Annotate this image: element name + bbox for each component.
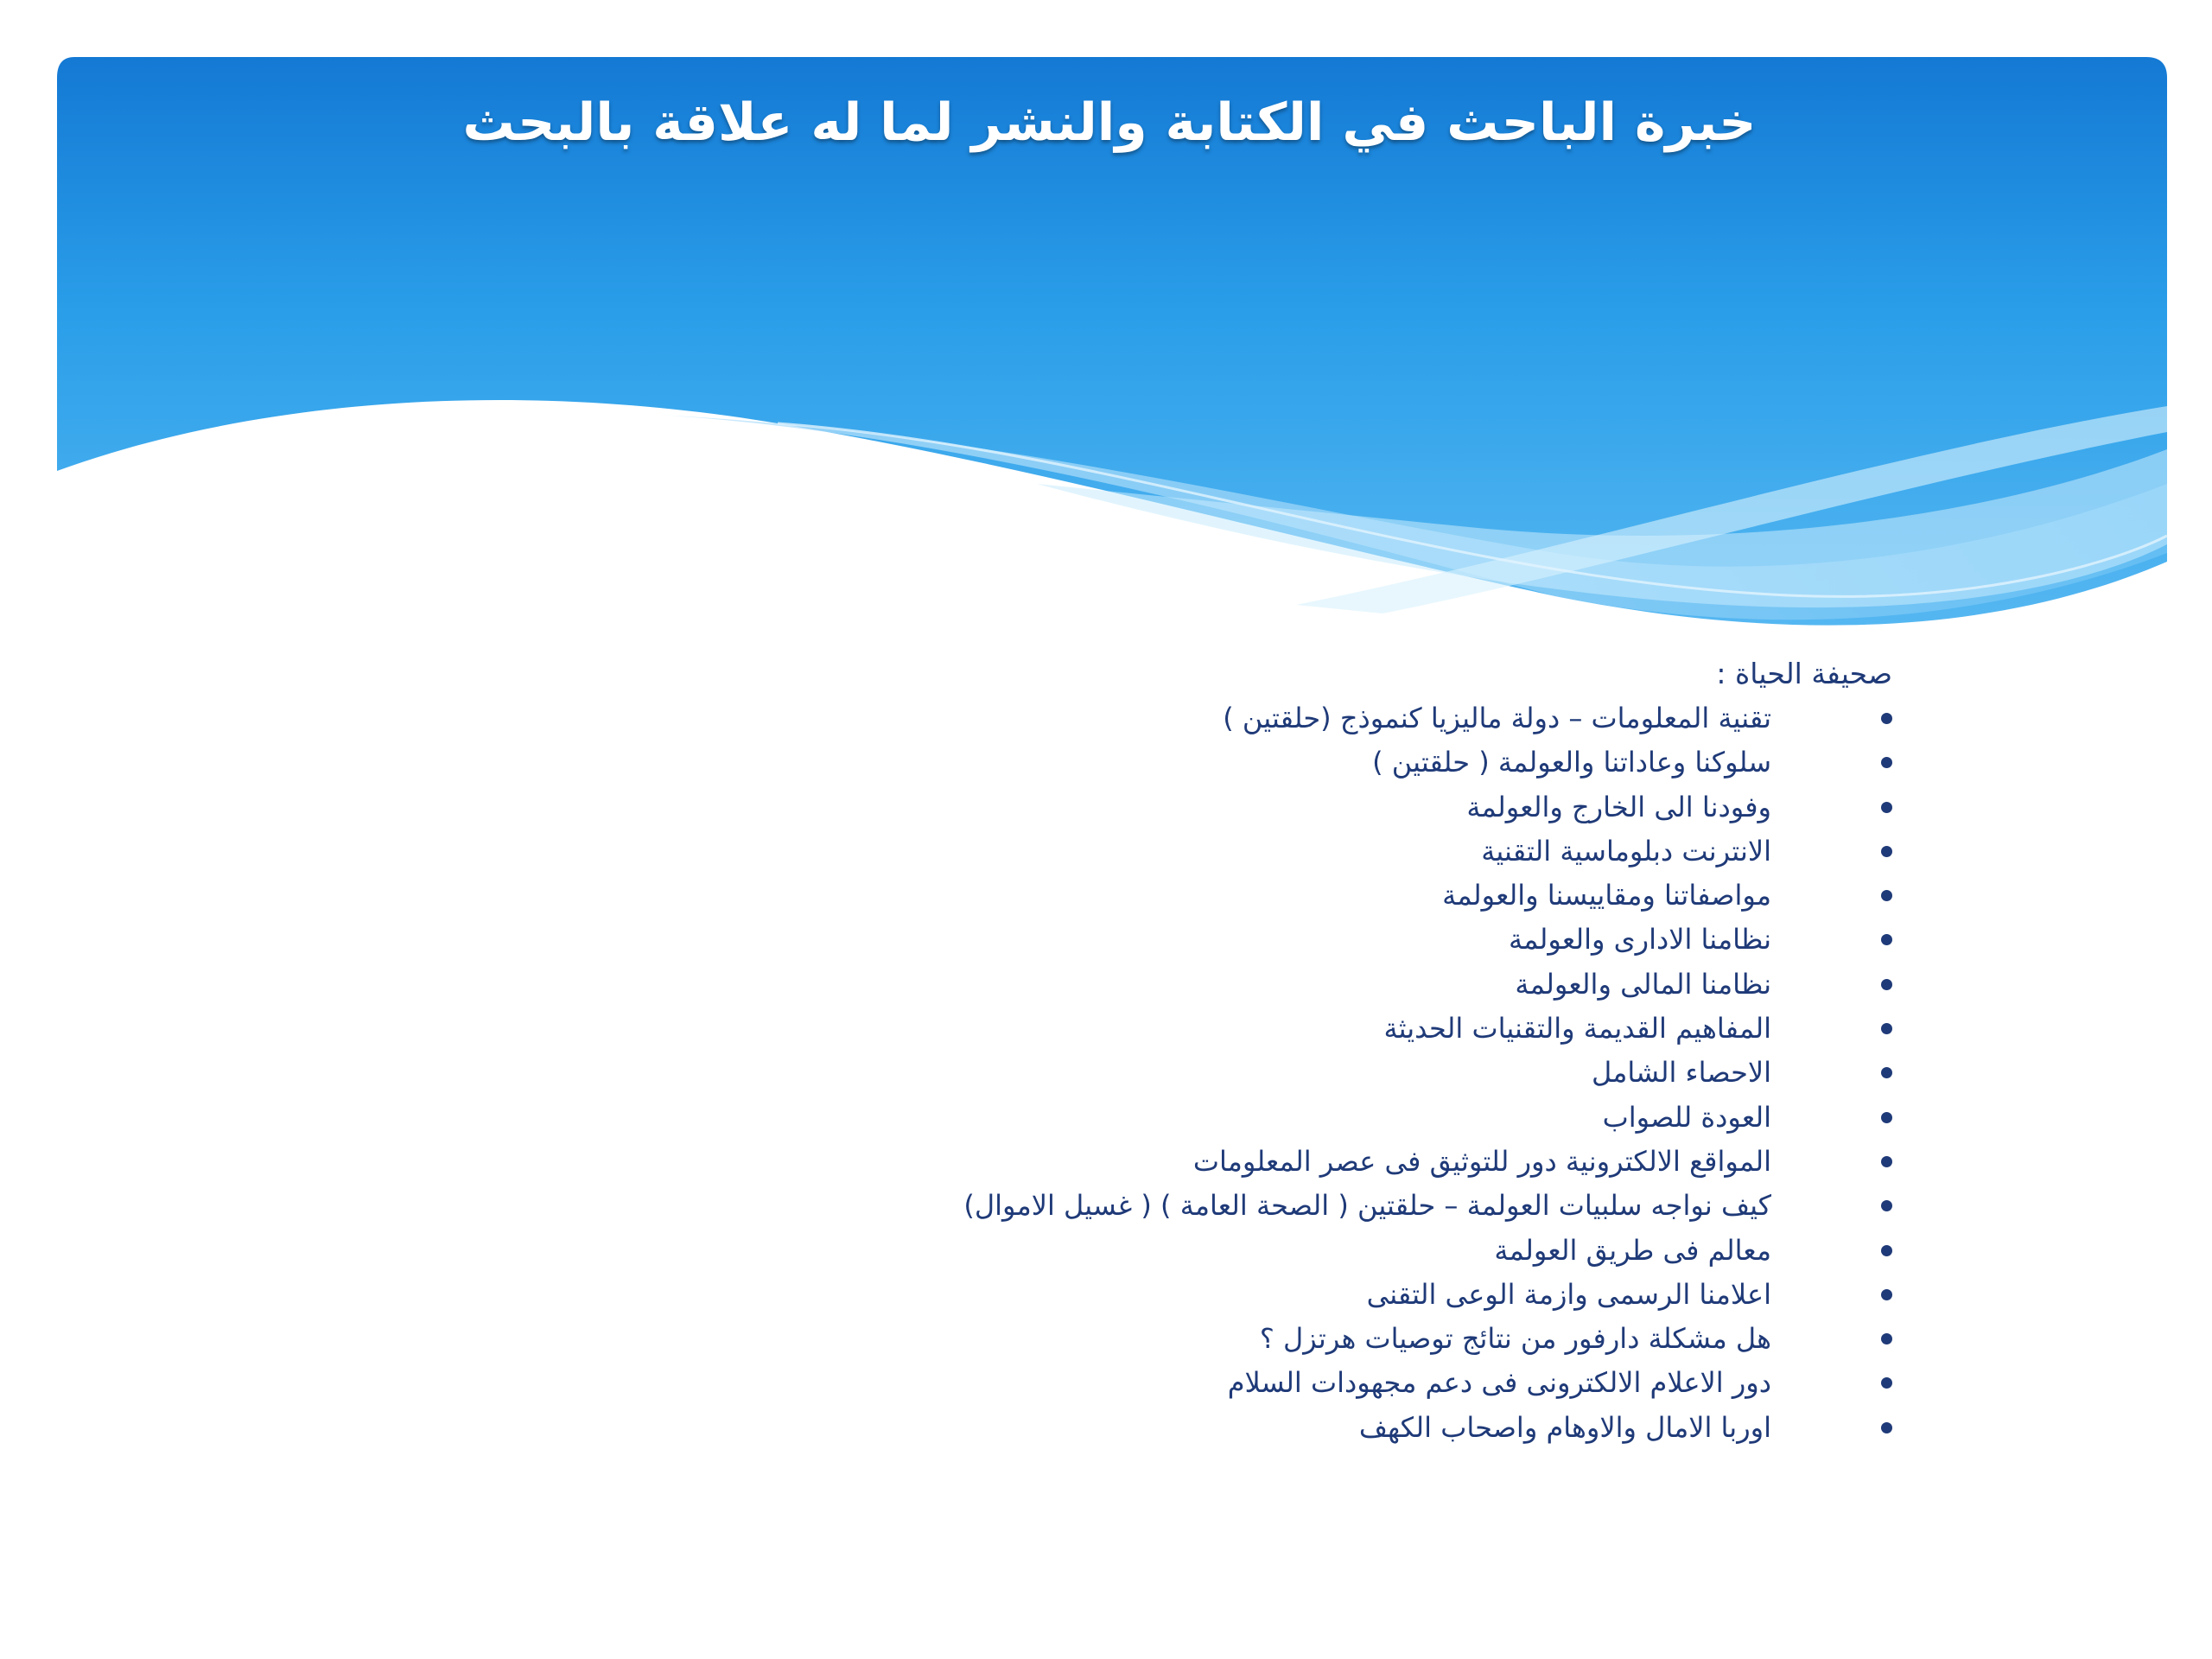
- bullet-icon: [1881, 1333, 1892, 1344]
- list-item: [423, 1406, 1892, 1450]
- list-item-text: تقنية المعلومات – دولة ماليزيا كنموذج (حلقتين ): [1223, 702, 1771, 734]
- list-item-text: وفودنا الى الخارج والعولمة: [1466, 790, 1771, 823]
- list-item: [423, 1273, 1892, 1317]
- list-item-text: سلوكنا وعاداتنا والعولمة ( حلقتين ): [1372, 746, 1771, 779]
- list-item: [423, 1140, 1892, 1184]
- bullet-icon: [1881, 1156, 1892, 1167]
- list-item: [423, 741, 1892, 785]
- list-item-text: مواصفاتنا ومقاييسنا والعولمة: [1442, 879, 1771, 912]
- list-item: [423, 1184, 1892, 1228]
- bullet-icon: [1881, 1377, 1892, 1389]
- list-item: [423, 1007, 1892, 1051]
- list-item-text: كيف نواجه سلبيات العولمة – حلقتين ( الصحة العامة ) ( غسيل الاموال): [963, 1189, 1771, 1223]
- bullet-icon: [1881, 1200, 1892, 1211]
- content-block: [423, 652, 1892, 1450]
- bullet-icon: [1881, 713, 1892, 724]
- list-item-text: اوربا الامال والاوهام واصحاب الكهف: [1358, 1410, 1771, 1444]
- list-item: [423, 963, 1892, 1007]
- list-item-text: العودة للصواب: [1602, 1100, 1771, 1134]
- bullet-icon: [1881, 802, 1892, 813]
- bullet-icon: [1881, 979, 1892, 990]
- list-item-text: معالم فى طريق العولمة: [1494, 1233, 1771, 1267]
- list-item: [423, 1051, 1892, 1095]
- list-item: [423, 1317, 1892, 1361]
- list-item-text: المواقع الالكترونية دور للتوثيق فى عصر المعلومات: [1192, 1144, 1771, 1178]
- content-heading: صحيفة الحياة :: [1716, 657, 1892, 690]
- list-item-text: نظامنا المالى والعولمة: [1515, 967, 1771, 1001]
- bullet-icon: [1881, 1422, 1892, 1433]
- bullet-icon: [1881, 934, 1892, 945]
- bullet-icon: [1881, 1289, 1892, 1300]
- bullet-icon: [1881, 846, 1892, 857]
- list-item-text: هل مشكلة دارفور من نتائج توصيات هرتزل ؟: [1259, 1322, 1771, 1356]
- list-item: [423, 874, 1892, 918]
- list-item: [423, 830, 1892, 874]
- list-item: [423, 1361, 1892, 1405]
- slide-title: خبرة الباحث في الكتابة والنشر لما له علاقة بالبحث: [462, 92, 1757, 153]
- bullet-list: [423, 696, 1892, 1450]
- list-item-text: المفاهيم القديمة والتقنيات الحديثة: [1383, 1012, 1771, 1046]
- bullet-icon: [1881, 1112, 1892, 1123]
- list-item-text: الاحصاء الشامل: [1592, 1056, 1771, 1090]
- bullet-icon: [1881, 1067, 1892, 1078]
- list-item: [423, 696, 1892, 741]
- list-item: [423, 1096, 1892, 1140]
- list-item-text: نظامنا الادارى والعولمة: [1508, 923, 1771, 957]
- list-item-text: اعلامنا الرسمى وازمة الوعى التقنى: [1366, 1277, 1771, 1311]
- list-item: [423, 918, 1892, 962]
- list-item: [423, 785, 1892, 830]
- list-item-text: دور الاعلام الالكترونى فى دعم مجهودات السلام: [1227, 1366, 1771, 1400]
- bullet-icon: [1881, 1023, 1892, 1034]
- bullet-icon: [1881, 757, 1892, 768]
- bullet-icon: [1881, 1245, 1892, 1256]
- list-item-text: الانترنت دبلوماسية التقنية: [1481, 834, 1771, 868]
- bullet-icon: [1881, 890, 1892, 901]
- list-item: [423, 1229, 1892, 1273]
